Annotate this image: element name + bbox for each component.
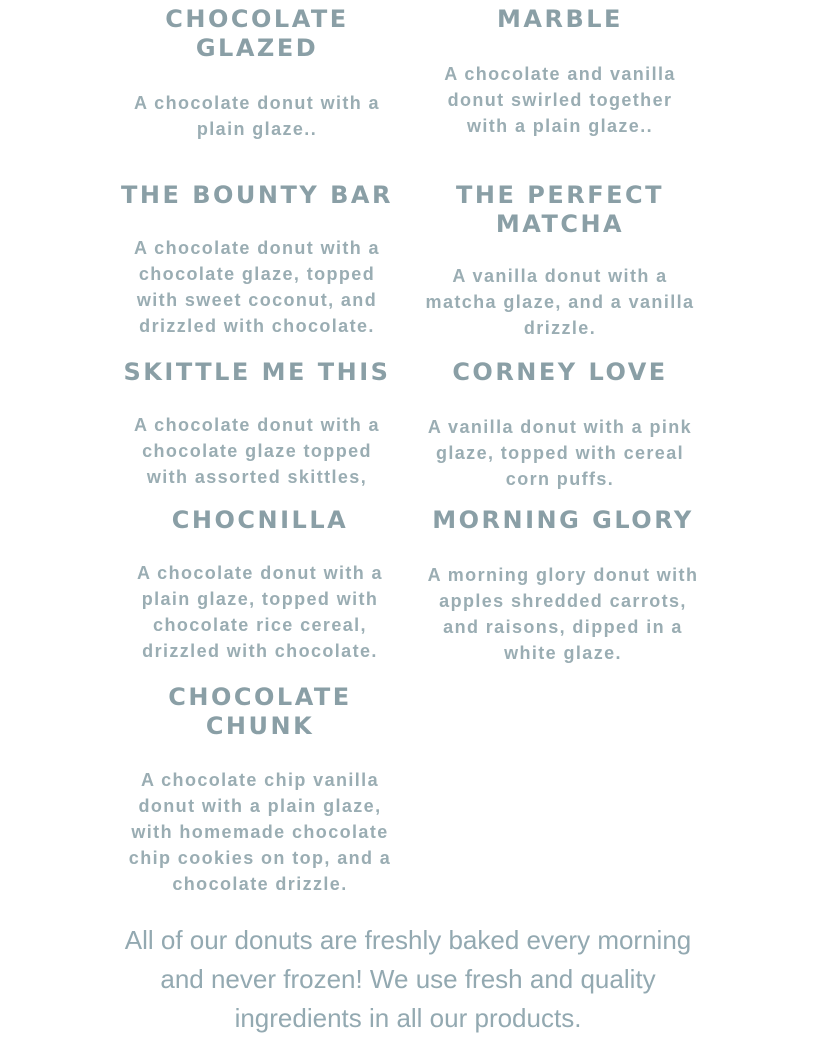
- menu-item-title: CHOCOLATE CHUNK: [168, 683, 352, 740]
- menu-item-title: THE BOUNTY BAR: [121, 181, 393, 209]
- menu-item-corney-love: [415, 358, 705, 492]
- menu-item-description: A chocolate donut with a chocolate glaze topped with assorted skittles,: [134, 415, 380, 487]
- menu-item-description: A chocolate and vanilla donut swirled together with a plain glaze..: [444, 64, 676, 136]
- menu-item-morning-glory: [418, 506, 708, 666]
- menu-item-title: MORNING GLORY: [432, 506, 694, 534]
- menu-item-title: THE PERFECT MATCHA: [456, 181, 664, 238]
- menu-item-description: A chocolate chip vanilla donut with a plain glaze, with homemade chocolate chip cookies on top, and a chocolate drizzle.: [128, 770, 392, 894]
- menu-item-chocolate-glazed: [112, 5, 402, 142]
- menu-item-description: A chocolate donut with a chocolate glaze, topped with sweet coconut, and drizzled with chocolate.: [134, 238, 380, 336]
- menu-item-description: A chocolate donut with a plain glaze..: [134, 93, 380, 139]
- menu-item-title: CORNEY LOVE: [452, 358, 668, 386]
- menu-item-description: A vanilla donut with a pink glaze, topped with cereal corn puffs.: [427, 417, 693, 489]
- menu-item-description: A chocolate donut with a plain glaze, topped with chocolate rice cereal, drizzled with chocolate.: [137, 563, 383, 661]
- freshness-statement: All of our donuts are freshly baked every morning and never frozen! We use fresh and quality ingredients in all our products.: [124, 925, 692, 1033]
- menu-item-skittle-me-this: [112, 358, 402, 490]
- menu-item-title: CHOCNILLA: [171, 506, 349, 534]
- menu-item-description: A vanilla donut with a matcha glaze, and a vanilla drizzle.: [425, 266, 695, 338]
- menu-item-title: MARBLE: [497, 5, 623, 33]
- menu-item-the-bounty-bar: [112, 181, 402, 339]
- menu-item-title: SKITTLE ME THIS: [123, 358, 391, 386]
- menu-item-title: CHOCOLATE GLAZED: [165, 5, 349, 62]
- menu-item-chocnilla: [115, 506, 405, 664]
- menu-item-the-perfect-matcha: [415, 181, 705, 341]
- menu-item-description: A morning glory donut with apples shredded carrots, and raisons, dipped in a white glaze.: [427, 565, 699, 663]
- menu-item-chocolate-chunk: [115, 683, 405, 897]
- menu-item-marble: [415, 5, 705, 139]
